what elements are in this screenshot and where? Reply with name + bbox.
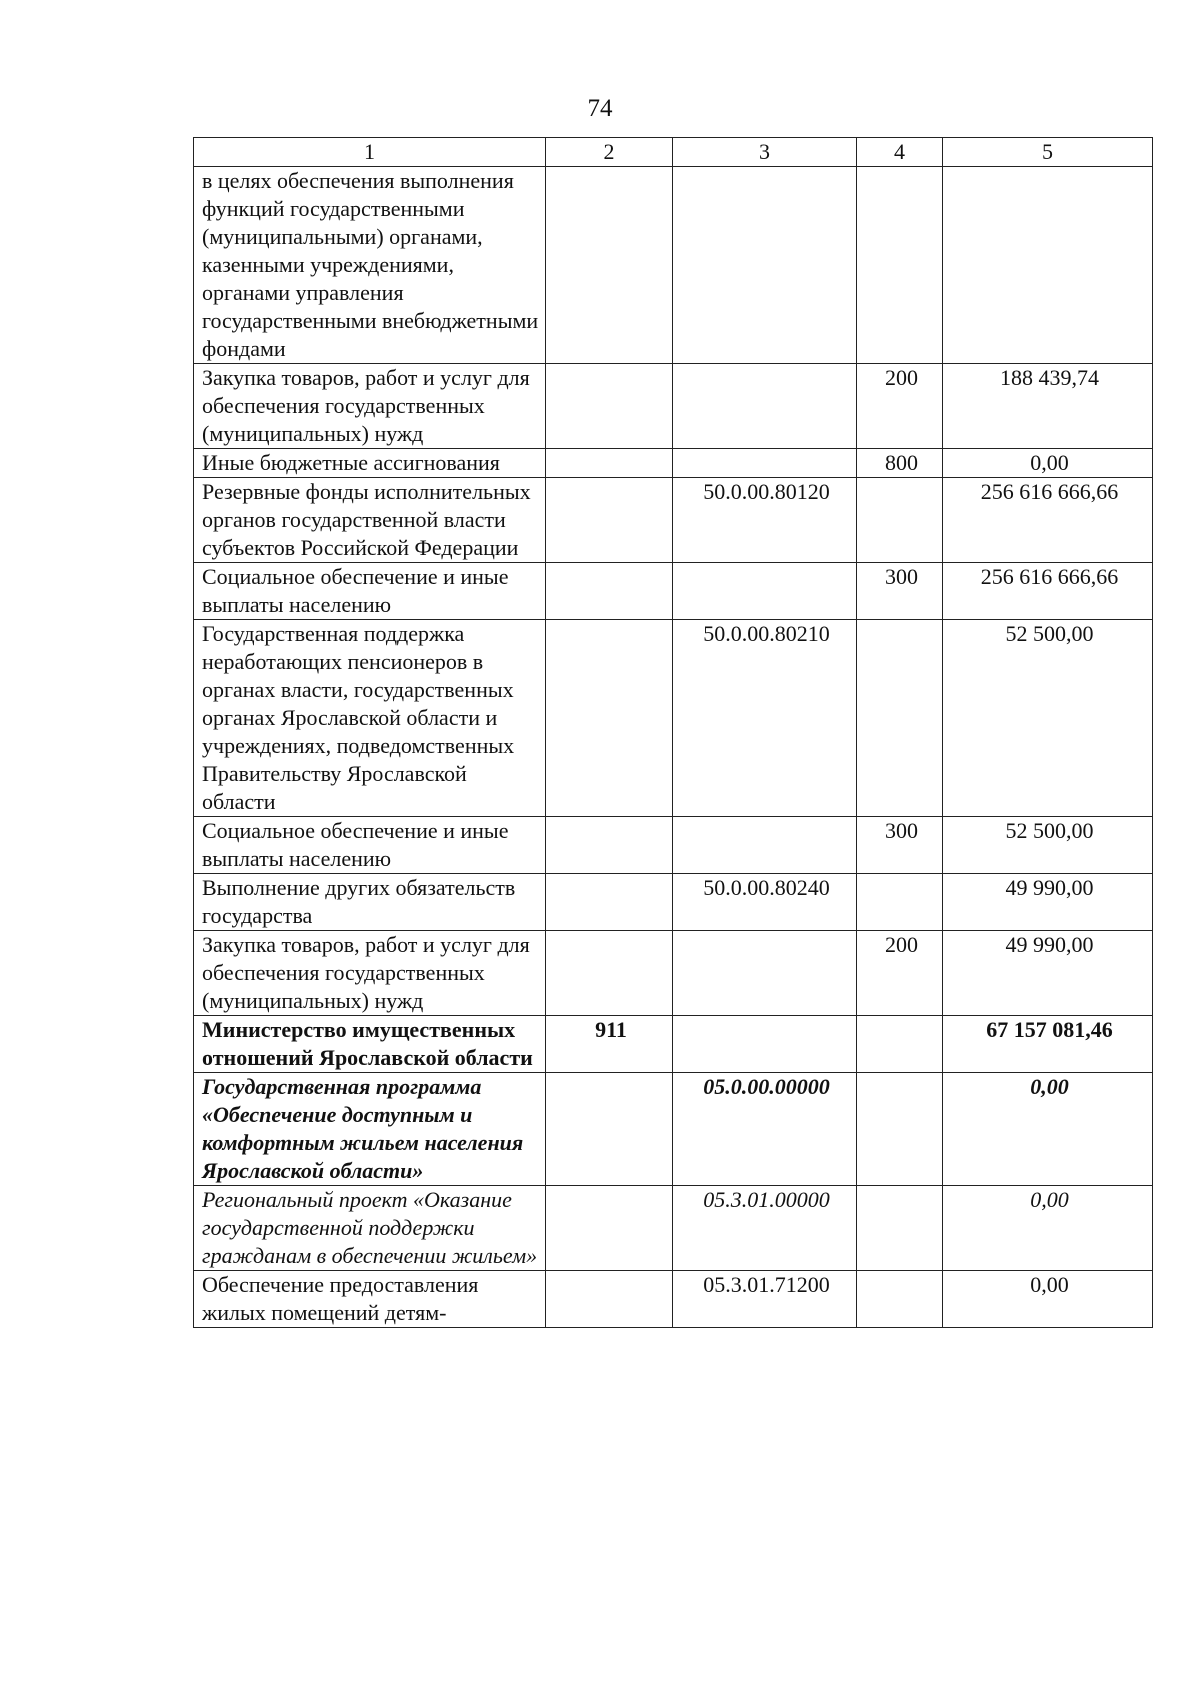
row-target-article	[673, 563, 857, 620]
row-name: Обеспечение предоставления жилых помещений детям-	[194, 1271, 546, 1328]
row-name: Министерство имущественных отношений Ярославской области	[194, 1016, 546, 1073]
table-row	[194, 931, 1153, 1016]
row-amount: 256 616 666,66	[943, 478, 1153, 563]
row-name: Закупка товаров, работ и услуг для обеспечения государственных (муниципальных) нужд	[194, 364, 546, 449]
table-row-program	[194, 1073, 1153, 1186]
header-col-3: 3	[673, 138, 857, 167]
row-expense-type: 200	[857, 364, 943, 449]
row-target-article	[673, 167, 857, 364]
row-name: в целях обеспечения выполнения функций государственными (муниципальными) органами, казенными учреждениями, органами управления государственными внебюджетными фондами	[194, 167, 546, 364]
row-code	[546, 874, 673, 931]
row-amount: 49 990,00	[943, 874, 1153, 931]
row-expense-type: 200	[857, 931, 943, 1016]
row-expense-type: 800	[857, 449, 943, 478]
row-code	[546, 563, 673, 620]
row-target-article: 50.0.00.80240	[673, 874, 857, 931]
row-name: Выполнение других обязательств государства	[194, 874, 546, 931]
row-name: Государственная поддержка неработающих пенсионеров в органах власти, государственных органах Ярославской области и учреждениях, подведомственных Правительству Ярославской области	[194, 620, 546, 817]
row-expense-type	[857, 1186, 943, 1271]
row-amount: 188 439,74	[943, 364, 1153, 449]
header-col-2: 2	[546, 138, 673, 167]
row-code: 911	[546, 1016, 673, 1073]
header-col-1: 1	[194, 138, 546, 167]
row-expense-type	[857, 1271, 943, 1328]
row-expense-type: 300	[857, 563, 943, 620]
row-code	[546, 620, 673, 817]
row-expense-type	[857, 478, 943, 563]
row-code	[546, 478, 673, 563]
row-name: Государственная программа «Обеспечение доступным и комфортным жильем населения Ярославской области»	[194, 1073, 546, 1186]
row-code	[546, 364, 673, 449]
table-header-row	[194, 138, 1153, 167]
row-target-article: 50.0.00.80210	[673, 620, 857, 817]
row-amount: 0,00	[943, 1186, 1153, 1271]
row-amount: 0,00	[943, 449, 1153, 478]
row-expense-type	[857, 620, 943, 817]
row-amount: 52 500,00	[943, 817, 1153, 874]
table-row	[194, 167, 1153, 364]
row-expense-type	[857, 167, 943, 364]
row-code	[546, 931, 673, 1016]
table-row	[194, 817, 1153, 874]
row-amount	[943, 167, 1153, 364]
row-name: Социальное обеспечение и иные выплаты населению	[194, 563, 546, 620]
row-code	[546, 817, 673, 874]
row-code	[546, 449, 673, 478]
row-code	[546, 1271, 673, 1328]
row-name: Иные бюджетные ассигнования	[194, 449, 546, 478]
row-expense-type	[857, 1073, 943, 1186]
row-amount: 52 500,00	[943, 620, 1153, 817]
table-row	[194, 364, 1153, 449]
row-target-article	[673, 817, 857, 874]
row-amount: 49 990,00	[943, 931, 1153, 1016]
row-amount: 0,00	[943, 1271, 1153, 1328]
row-name: Закупка товаров, работ и услуг для обеспечения государственных (муниципальных) нужд	[194, 931, 546, 1016]
table-row-project	[194, 1186, 1153, 1271]
row-expense-type: 300	[857, 817, 943, 874]
row-name: Резервные фонды исполнительных органов государственной власти субъектов Российской Федерации	[194, 478, 546, 563]
row-code	[546, 1073, 673, 1186]
row-name: Региональный проект «Оказание государственной поддержки гражданам в обеспечении жильем»	[194, 1186, 546, 1271]
row-expense-type	[857, 1016, 943, 1073]
header-col-5: 5	[943, 138, 1153, 167]
table-row	[194, 620, 1153, 817]
row-amount: 67 157 081,46	[943, 1016, 1153, 1073]
table-row-ministry	[194, 1016, 1153, 1073]
table-row	[194, 1271, 1153, 1328]
table-row	[194, 874, 1153, 931]
budget-table	[193, 137, 1153, 1328]
row-amount: 0,00	[943, 1073, 1153, 1186]
row-expense-type	[857, 874, 943, 931]
table-row	[194, 478, 1153, 563]
header-col-4: 4	[857, 138, 943, 167]
row-target-article	[673, 1016, 857, 1073]
row-target-article	[673, 364, 857, 449]
row-target-article: 50.0.00.80120	[673, 478, 857, 563]
row-target-article	[673, 449, 857, 478]
row-target-article: 05.0.00.00000	[673, 1073, 857, 1186]
row-code	[546, 1186, 673, 1271]
row-name: Социальное обеспечение и иные выплаты населению	[194, 817, 546, 874]
row-target-article: 05.3.01.00000	[673, 1186, 857, 1271]
table-row	[194, 563, 1153, 620]
row-code	[546, 167, 673, 364]
table-row	[194, 449, 1153, 478]
row-target-article: 05.3.01.71200	[673, 1271, 857, 1328]
row-target-article	[673, 931, 857, 1016]
page-number: 74	[587, 95, 613, 122]
row-amount: 256 616 666,66	[943, 563, 1153, 620]
